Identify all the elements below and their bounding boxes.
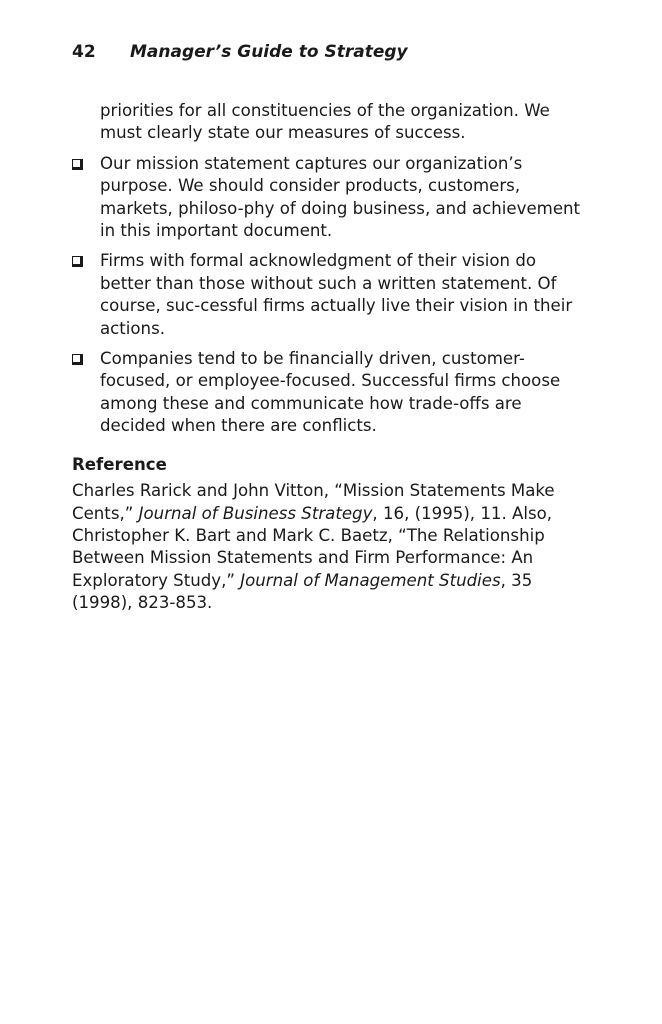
citation-part-1: Charles Rarick and John Vitton, “Mission Statements Make Cents,”: [72, 481, 555, 523]
checkbox-icon: [72, 256, 83, 267]
reference-citation: [72, 480, 592, 614]
reference-heading: Reference: [72, 454, 167, 474]
continued-paragraph: priorities for all constituencies of the organization. We must clearly state our measures of success.: [100, 101, 550, 143]
running-title: Manager’s Guide to Strategy: [130, 42, 408, 62]
journal-title-2: Journal of Management Studies: [240, 570, 501, 590]
checklist-item: [72, 250, 592, 340]
checklist-item-text: Firms with formal acknowledgment of their vision do better than those without such a written statement. Of course, suc-cessful firms actually live their vision in their actions.: [100, 251, 573, 338]
checklist-item: [72, 153, 592, 243]
citation-part-2: , 16, (1995), 11. Also, Christopher K. Bart and Mark C. Baetz, “The Relationship Between Mission Statements and Firm Performance: An Exploratory Study,”: [72, 503, 553, 590]
running-header: [72, 42, 408, 62]
checklist-item-text: Companies tend to be financially driven, customer-focused, or employee-focused. Successful firms choose among these and communicate how trade-offs are decided when there are conflicts.: [100, 349, 561, 436]
page-body: [72, 100, 592, 615]
citation-part-3: , 35 (1998), 823-853.: [72, 570, 533, 613]
checkbox-icon: [72, 159, 83, 170]
page-number: 42: [72, 42, 96, 62]
journal-title-1: Journal of Business Strategy: [138, 503, 373, 523]
checkbox-icon: [72, 354, 83, 365]
checklist-item: [72, 348, 592, 438]
checklist-item-text: Our mission statement captures our organization’s purpose. We should consider products, customers, markets, philoso-phy of doing business, and achievement in this important document.: [100, 153, 581, 241]
